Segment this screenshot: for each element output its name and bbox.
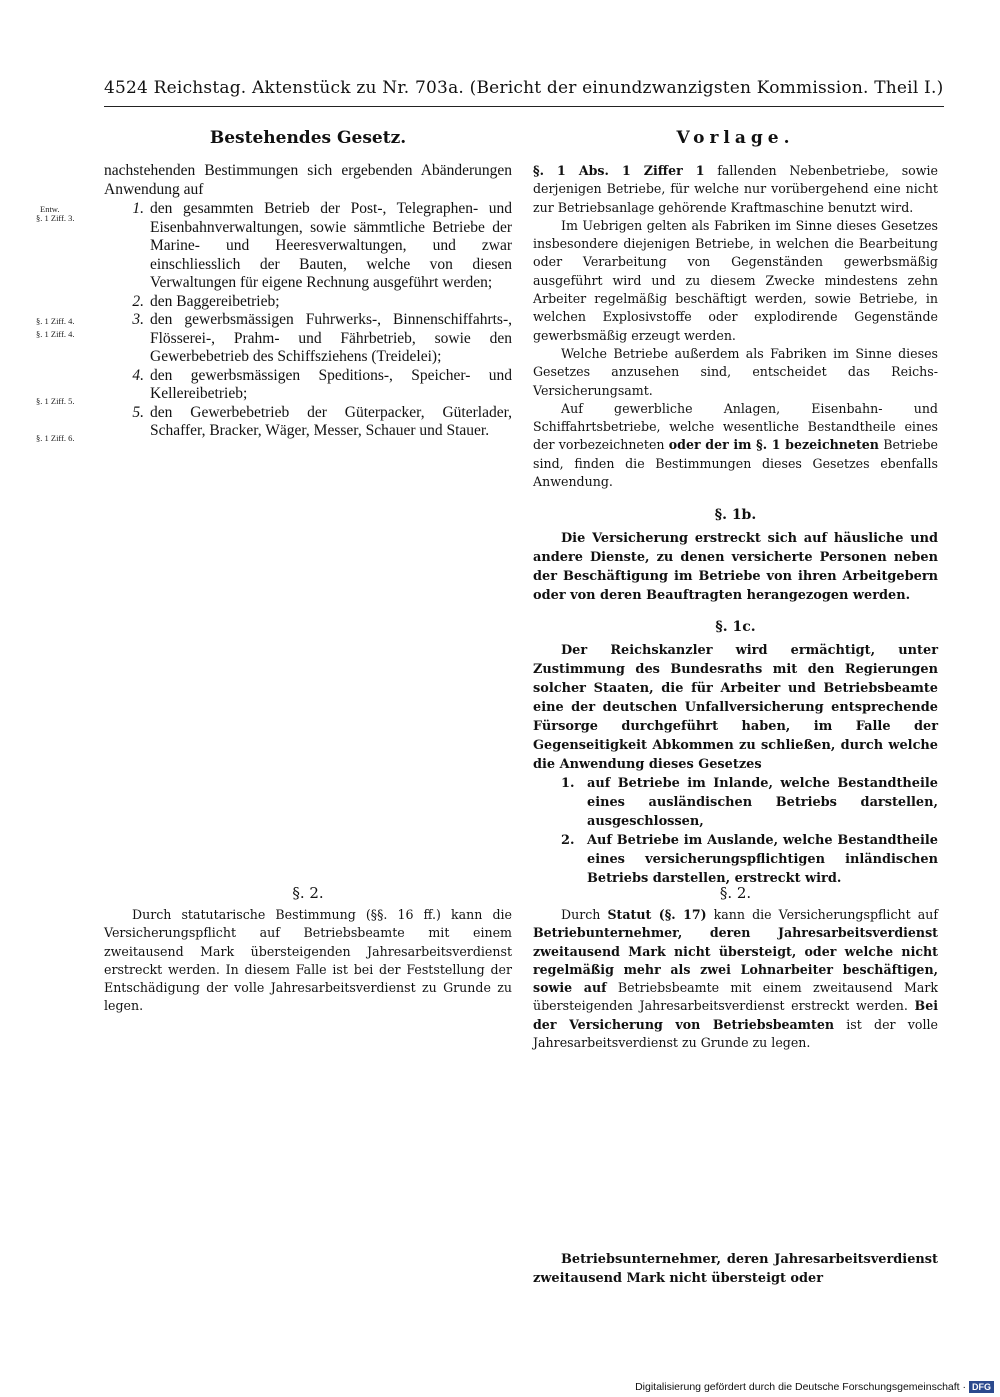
list-item: 3. den gewerbsmässigen Fuhrwerks-, Binnenschiffahrts-, Flösserei-, Prahm- und Fährbetrieb, sowie den Gewerbebetrieb des Schiffsziehens (Treidelei); xyxy=(132,311,512,365)
bottom-text: Betriebsunternehmer, deren Jahresarbeitsverdienst zweitausend Mark nicht übersteigt oder xyxy=(533,1252,938,1286)
paragraph: Welche Betriebe außerdem als Fabriken im Sinne dieses Gesetzes anzusehen sind, entscheidet das Reichs-Versicherungsamt. xyxy=(533,345,938,398)
left-item-list xyxy=(104,200,512,441)
margin-note: §. 1 Ziff. 6. xyxy=(36,433,75,443)
margin-note: §. 1 Ziff. 5. xyxy=(36,396,75,406)
subitem-list xyxy=(533,774,938,888)
section-title: §. 2. xyxy=(292,884,324,902)
list-item: 1. auf Betriebe im Inlande, welche Bestandtheile eines ausländischen Betriebs darstellen, ausgeschlossen, xyxy=(561,776,938,830)
right-column xyxy=(533,128,938,888)
section-text: Der Reichskanzler wird ermächtigt, unter Zustimmung des Bundesraths mit den Regierungen solcher Staaten, die für Arbeiter und Betriebsbeamte eine der deutschen Unfallversicherung entsprechende Fürsorge durchgeführt haben, im Falle der Gegenseitigkeit Abkommen zu schließen, durch welche die Anwendung dieses Gesetzes xyxy=(533,643,938,773)
left-column-title: Bestehendes Gesetz. xyxy=(209,128,407,148)
dfg-logo: DFG xyxy=(969,1381,994,1393)
section-title: §. 2. xyxy=(719,884,752,902)
section-title: §. 1b. xyxy=(714,507,757,524)
list-item: 5. den Gewerbebetrieb der Güterpacker, Güterlader, Schaffer, Bracker, Wäger, Messer, Schauer und Stauer. xyxy=(132,403,512,439)
page-header: 4524 Reichstag. Aktenstück zu Nr. 703a. (Bericht der einundzwanzigsten Kommission. Theil I.) xyxy=(104,78,944,107)
margin-note: §. 1 Ziff. 4. xyxy=(36,329,75,339)
footer xyxy=(635,1381,994,1393)
left-intro: nachstehenden Bestimmungen sich ergebenden Abänderungen Anwendung auf xyxy=(104,162,512,198)
margin-note: §. 1 Ziff. 3. xyxy=(36,213,75,223)
left-section-2 xyxy=(104,884,512,1016)
right-section-2 xyxy=(533,884,938,1052)
margin-note: §. 1 Ziff. 4. xyxy=(36,316,75,326)
left-column xyxy=(104,128,512,441)
paragraph: §. 1 Abs. 1 Ziffer 1 fallenden Nebenbetriebe, sowie derjenigen Betriebe, für welche nur vorübergehend eine nicht zur Betriebsanlage gehörende Kraftmaschine benutzt wird. xyxy=(533,163,938,215)
paragraph: Im Uebrigen gelten als Fabriken im Sinne dieses Gesetzes insbesondere diejenigen Betriebe, in welchen die Bearbeitung oder Verarbeitung von Gegenständen gewerbsmäßig ausgeführt wird und zu diesem Zwecke mindestens zehn Arbeiter regelmäßig beschäftigt werden, sowie Betriebe, in welchen Explosivstoffe oder explodirende Gegenstände gewerbsmäßig erzeugt werden. xyxy=(533,217,938,343)
bottom-note xyxy=(533,1250,938,1288)
list-item: 4. den gewerbsmässigen Speditions-, Speicher- und Kellereibetrieb; xyxy=(132,366,512,402)
footer-text: Digitalisierung gefördert durch die Deutsche Forschungsgemeinschaft · xyxy=(635,1381,966,1393)
list-item: 2. den Baggereibetrieb; xyxy=(132,292,280,310)
list-item: 2. Auf Betriebe im Auslande, welche Bestandtheile eines versicherungspflichtigen inländischen Betriebs darstellen, erstreckt wird. xyxy=(561,833,938,887)
section-text: Die Versicherung erstreckt sich auf häusliche und andere Dienste, zu denen versicherte Personen neben der Beschäftigung im Betriebe von ihren Arbeitgebern oder von deren Beauftragten herangezogen werden. xyxy=(533,531,938,604)
margin-note: Entw. xyxy=(40,204,60,214)
section-title: §. 1c. xyxy=(715,619,756,636)
paragraph: Auf gewerbliche Anlagen, Eisenbahn- und Schiffahrtsbetriebe, welche wesentliche Bestandtheile eines der vorbezeichneten oder der im §. 1 bezeichneten Betriebe sind, finden die Bestimmungen dieses Gesetzes ebenfalls Anwendung. xyxy=(533,400,938,490)
right-column-title: Vorlage. xyxy=(676,128,795,148)
section-text: Durch Statut (§. 17) kann die Versicherungspflicht auf Betriebunternehmer, deren Jahresarbeitsverdienst zweitausend Mark nicht übersteigt, oder welche nicht regelmäßig mehr als zwei Lohnarbeiter beschäftigen, sowie auf Betriebsbeamte mit einem zweitausend Mark übersteigenden Jahresarbeitsverdienst erstreckt werden. Bei der Versicherung von Betriebsbeamten ist der volle Jahresarbeitsverdienst zu Grunde zu legen. xyxy=(533,907,939,1051)
list-item: 1. den gesammten Betrieb der Post-, Telegraphen- und Eisenbahnverwaltungen, sowie sämmtliche Betriebe der Marine- und Heeresverwaltungen, und zwar einschliesslich der Bauten, welche von diesen Verwaltungen für eigene Rechnung ausgeführt werden; xyxy=(132,200,512,291)
section-text: Durch statutarische Bestimmung (§§. 16 ff.) kann die Versicherungspflicht auf Betriebsbeamte mit einem zweitausend Mark übersteigenden Jahresarbeitsverdienst erstreckt werden. In diesem Falle ist bei der Feststellung der Entschädigung der volle Jahresarbeitsverdienst zu Grunde zu legen. xyxy=(104,907,512,1014)
